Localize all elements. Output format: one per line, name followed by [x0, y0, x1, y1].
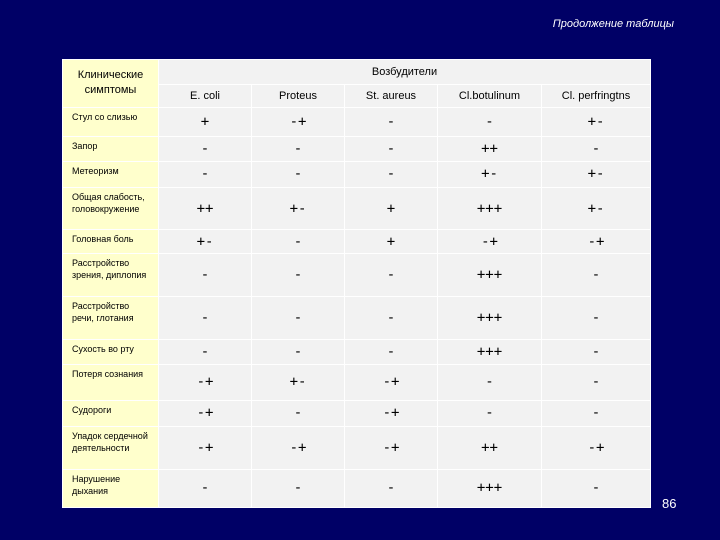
table-cell: -: [542, 297, 651, 339]
table-cell: ++: [438, 136, 542, 161]
table-cell: -: [438, 400, 542, 426]
symptom-label: [63, 254, 159, 297]
table-row: [63, 254, 651, 297]
table-cell: -: [252, 297, 345, 339]
table-cell: -: [159, 339, 252, 364]
symptom-text: Потеря сознания: [72, 368, 144, 379]
symptom-label: [63, 161, 159, 187]
symptoms-pathogens-table: [62, 59, 651, 508]
table-cell: -: [542, 364, 651, 400]
table-cell: +-: [542, 187, 651, 229]
symptom-text: Общая слабость, головокружение: [72, 191, 145, 214]
table-row: [63, 161, 651, 187]
table-cell: -+: [345, 400, 438, 426]
symptom-label: [63, 469, 159, 507]
table-cell: +-: [252, 187, 345, 229]
symptom-text: Головная боль: [72, 234, 134, 245]
symptom-label: [63, 400, 159, 426]
table-cell: -+: [159, 364, 252, 400]
table-row: [63, 426, 651, 469]
table-cell: -: [159, 469, 252, 507]
table-cell: -: [542, 136, 651, 161]
symptom-label: [63, 339, 159, 364]
table-cell: -: [252, 339, 345, 364]
table-cell: -: [159, 297, 252, 339]
column-header: Proteus: [252, 84, 345, 107]
table-cell: +++: [438, 297, 542, 339]
header-row-top: [63, 60, 651, 85]
table-cell: ++: [438, 426, 542, 469]
table-cell: -: [345, 161, 438, 187]
table-cell: +++: [438, 469, 542, 507]
table-row: [63, 187, 651, 229]
table-cell: -: [252, 161, 345, 187]
column-header: Cl.botulinum: [438, 84, 542, 107]
symptom-label: [63, 230, 159, 254]
table-row: [63, 107, 651, 136]
table-cell: +-: [252, 364, 345, 400]
table-cell: +-: [542, 107, 651, 136]
symptom-label: [63, 297, 159, 339]
table-cell: -: [159, 136, 252, 161]
table-cell: +: [345, 230, 438, 254]
table-cell: +++: [438, 254, 542, 297]
column-header: St. aureus: [345, 84, 438, 107]
table-cell: -: [252, 136, 345, 161]
symptom-text: Упадок сердечной деятельности: [72, 430, 148, 453]
symptom-text: Стул со слизью: [72, 111, 138, 122]
table-cell: -: [345, 339, 438, 364]
table-cell: +++: [438, 187, 542, 229]
table-cell: -+: [345, 364, 438, 400]
table-cell: -+: [542, 230, 651, 254]
table-cell: -: [345, 107, 438, 136]
table-cell: -: [252, 400, 345, 426]
table-row: [63, 136, 651, 161]
table-cell: +-: [542, 161, 651, 187]
column-header: Cl. perfringtns: [542, 84, 651, 107]
table-cell: -: [345, 469, 438, 507]
table-cell: -: [542, 469, 651, 507]
table-cell: -: [345, 297, 438, 339]
symptom-label: [63, 136, 159, 161]
symptom-text: Сухость во рту: [72, 343, 134, 354]
column-header: E. coli: [159, 84, 252, 107]
table-row: [63, 297, 651, 339]
table-cell: +-: [159, 230, 252, 254]
symptom-text: Запор: [72, 140, 98, 151]
table-cell: +: [159, 107, 252, 136]
table-cell: -+: [252, 426, 345, 469]
table-cell: -: [345, 254, 438, 297]
table-body: [63, 60, 651, 508]
symptom-label: [63, 107, 159, 136]
table-cell: +++: [438, 339, 542, 364]
table-cell: -: [542, 339, 651, 364]
table-row: [63, 400, 651, 426]
symptom-label: [63, 364, 159, 400]
page-number: 86: [662, 496, 677, 511]
table-cell: +: [345, 187, 438, 229]
table-cell: -: [159, 161, 252, 187]
table-cell: -: [159, 254, 252, 297]
table-cell: -: [438, 364, 542, 400]
table-cell: -: [542, 254, 651, 297]
table-cell: -+: [438, 230, 542, 254]
table-cell: -: [542, 400, 651, 426]
symptom-text: Расстройство зрения, диплопия: [72, 258, 147, 281]
table-cell: -+: [542, 426, 651, 469]
symptom-label: [63, 187, 159, 229]
table-row: [63, 339, 651, 364]
table-row: [63, 364, 651, 400]
table-cell: -+: [159, 426, 252, 469]
table-row: [63, 230, 651, 254]
symptom-text: Судороги: [72, 404, 112, 415]
table-cell: -: [438, 107, 542, 136]
table-cell: -: [252, 254, 345, 297]
pathogens-header: Возбудители: [159, 60, 651, 85]
table-cell: ++: [159, 187, 252, 229]
table-cell: -+: [345, 426, 438, 469]
table-cell: -: [252, 230, 345, 254]
symptom-text: Метеоризм: [72, 165, 119, 176]
table-cell: +-: [438, 161, 542, 187]
table-cell: -: [252, 469, 345, 507]
table-cell: -: [345, 136, 438, 161]
symptom-label: [63, 426, 159, 469]
table-cell: -+: [159, 400, 252, 426]
table-cell: -+: [252, 107, 345, 136]
symptom-text: Нарушение дыхания: [72, 473, 121, 496]
table-row: [63, 469, 651, 507]
symptoms-column-header: Клинические симптомы: [63, 60, 159, 108]
symptom-text: Расстройство речи, глотания: [72, 301, 134, 324]
slide-caption: Продолжение таблицы: [552, 18, 674, 30]
